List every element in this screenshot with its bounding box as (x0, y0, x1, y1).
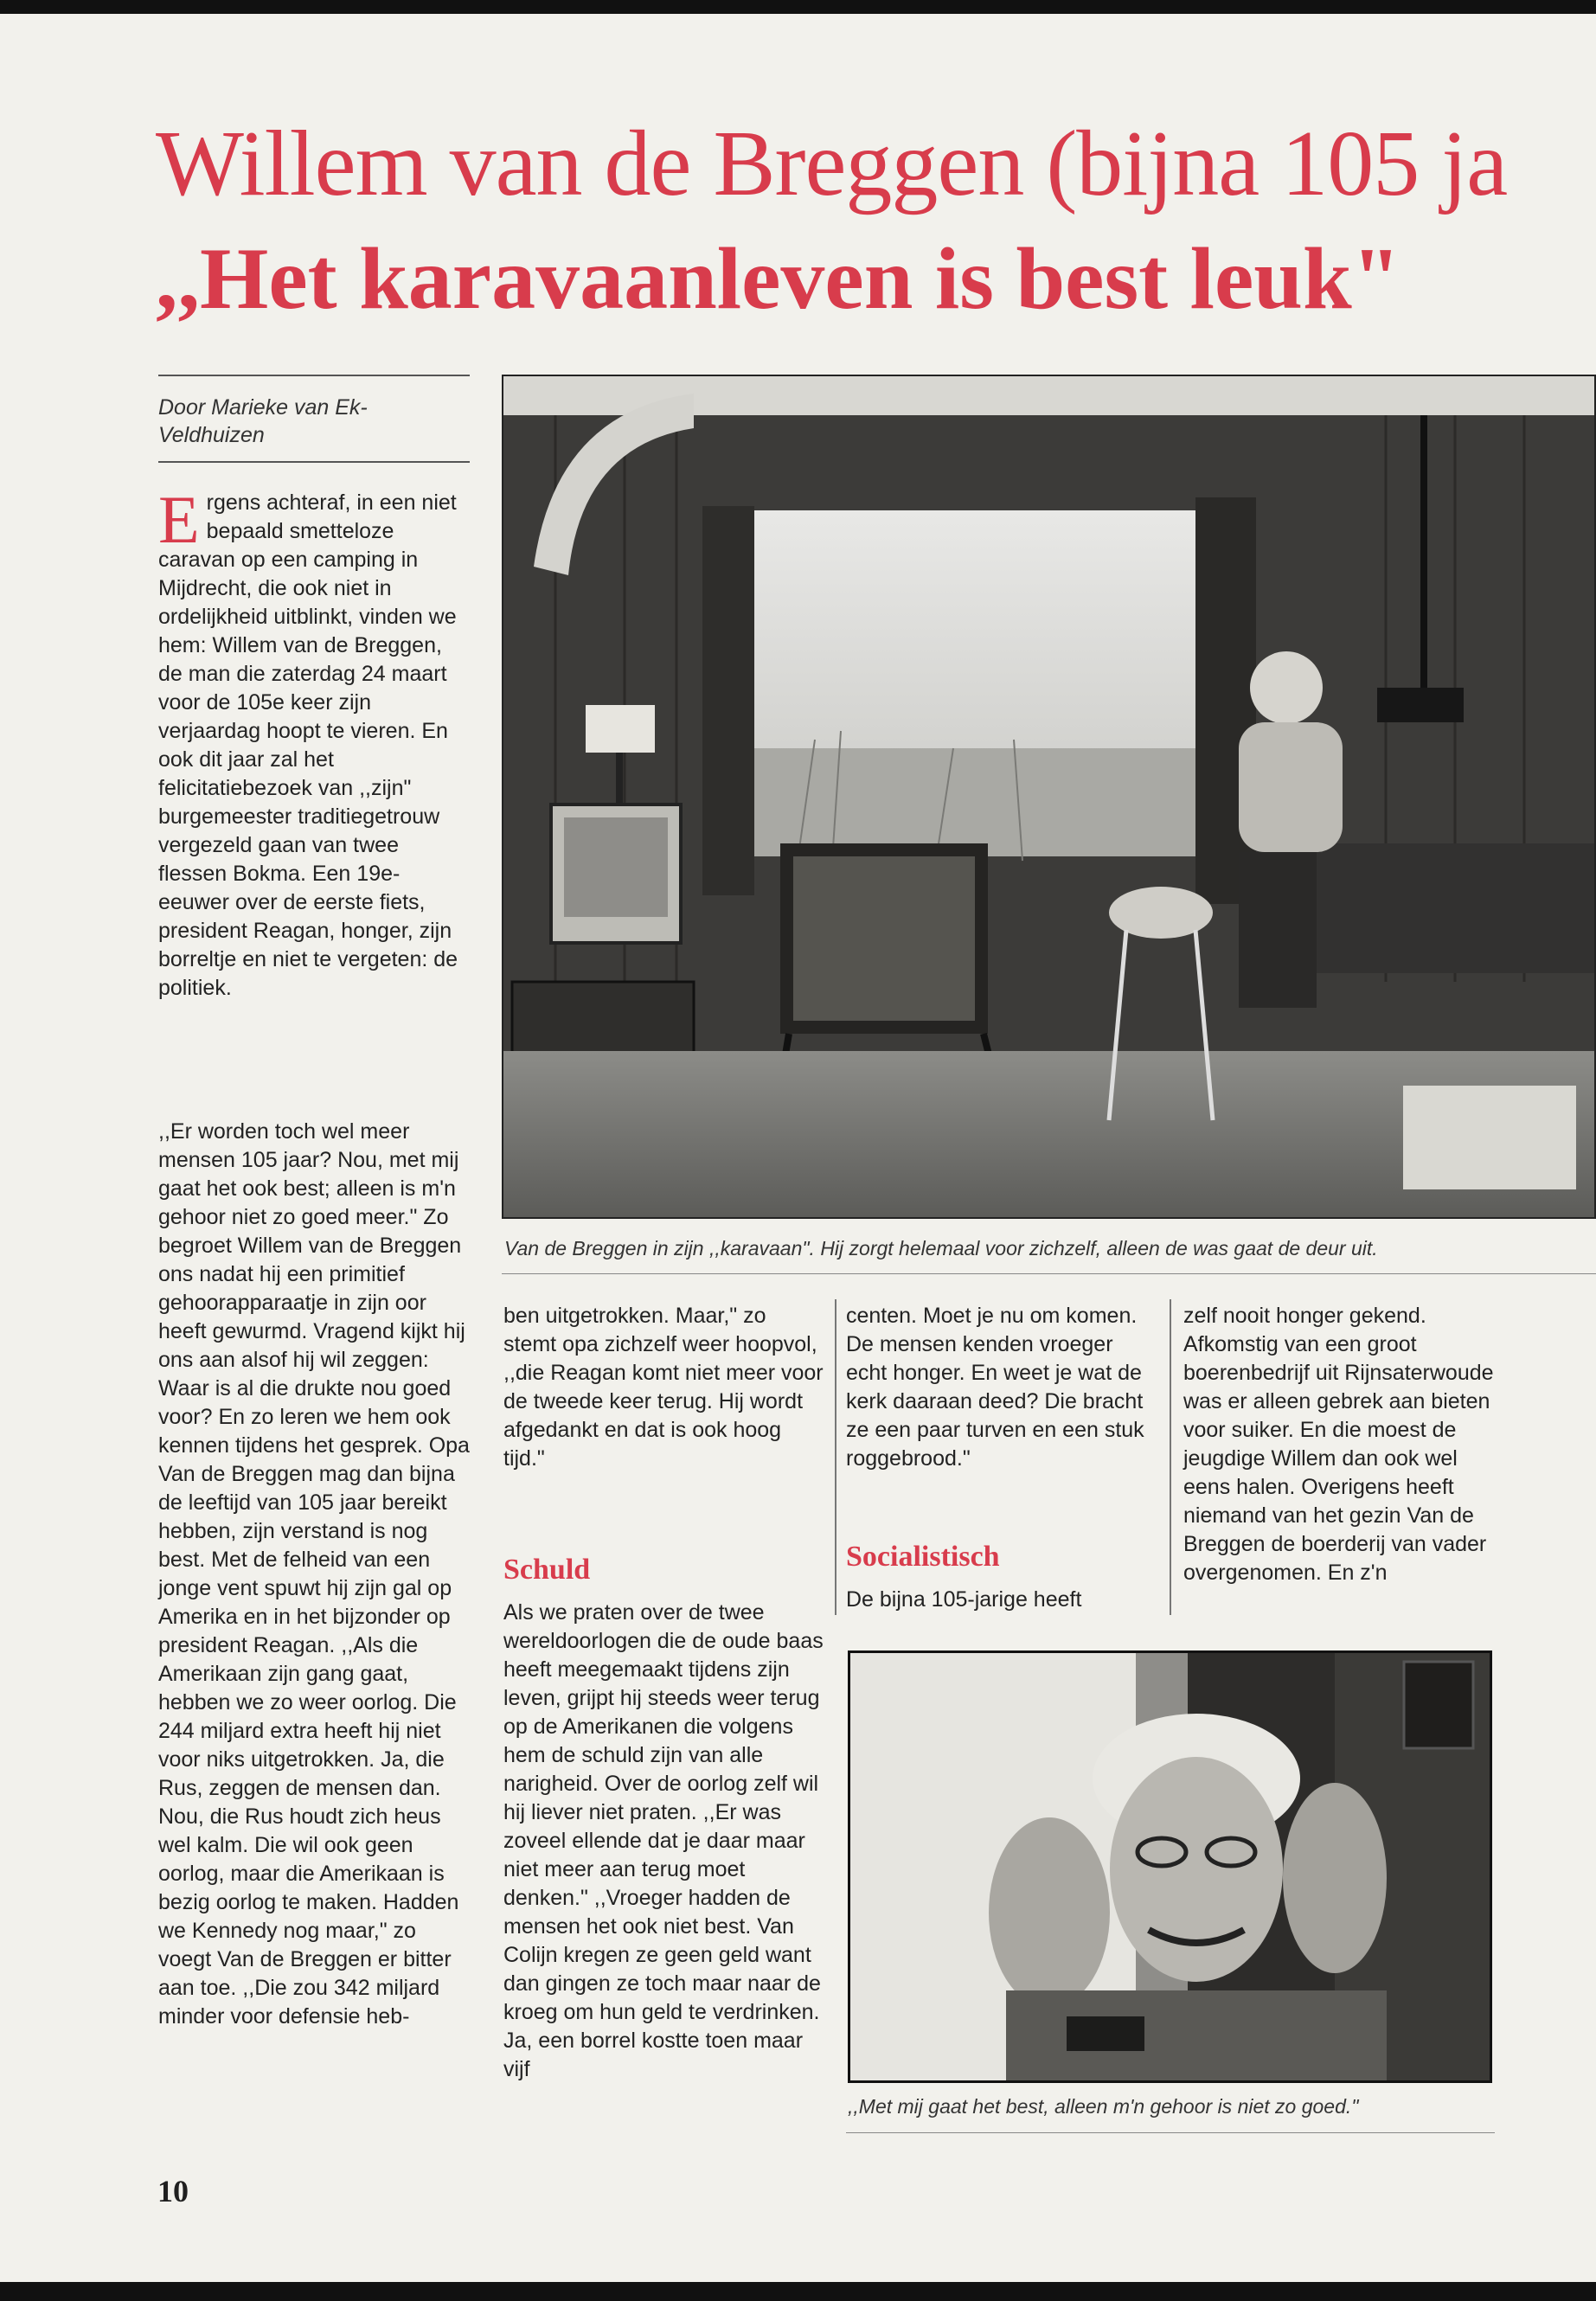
caravan-interior-illustration (503, 376, 1596, 1219)
column-divider-2 (835, 1299, 836, 1615)
caption1-rule (502, 1273, 1596, 1274)
article-column-4: zelf nooit honger gekend. Afkomstig van een groot boerenbedrijf uit Rijnsaterwoude was er alleen gebrek aan bieten voor suiker. En die moest de jeugdige Willem dan ook wel eens halen. Overigens heeft niemand van het gezin Van de Breggen de boerderij van vader overgenomen. En z'n (1183, 1304, 1494, 1585)
intro-text: rgens achteraf, in een niet bepaald smetteloze caravan op een camping in Mijdrecht, die ook niet in ordelijkheid uitblinkt, vinden we hem: Willem van de Breggen, de man die zaterdag 24 maart voor de 105e keer zijn verjaardag hoopt te vieren. En ook dit jaar zal het felicitatiebezoek van ,,zijn" burgemeester traditiegetrouw vergezeld gaan van twee flessen Bokma. Een 19e-eeuwer over de eerste fiets, president Reagan, honger, zijn borreltje en niet te vergeten: de politiek. (158, 490, 458, 1000)
page-bottom-edge (0, 2282, 1596, 2301)
photo1-caption: Van de Breggen in zijn ,,karavaan". Hij zorgt helemaal voor zichzelf, alleen de was gaat de deur uit. (504, 1237, 1378, 1259)
article-column-2-body: Als we praten over de twee wereldoorlogen die de oude baas heeft meegemaakt tijdens zijn leven, grijpt hij steeds weer terug op de Amerikanen die volgens hem de schuld zijn van alle narigheid. Over de oorlog zelf wil hij liever niet praten. ,,Er was zoveel ellende dat je daar maar niet meer aan terug moet denken." ,,Vroeger hadden de mensen het ook niet best. Van Colijn kregen ze geen geld want dan gingen ze toch maar naar de kroeg om hun geld te verdrinken. Ja, een borrel kostte toen maar vijf (503, 1600, 824, 2081)
byline-bottom-rule (158, 461, 470, 463)
byline-top-rule (158, 375, 470, 376)
article-column-1: ,,Er worden toch wel meer mensen 105 jaar? Nou, met mij gaat het ook best; alleen is m'n gehoor niet zo goed meer." Zo begroet Willem van de Breggen ons nadat hij een primitief gehoorapparaatje in zijn oor heeft gewurmd. Vragend kijkt hij ons aan alsof hij wil zeggen: Waar is al die drukte nou goed voor? En zo leren we hem ook kennen tijdens het gesprek. Opa Van de Breggen mag dan bijna de leeftijd van 105 jaar bereikt hebben, zijn verstand is nog best. Met de felheid van een jonge vent spuwt hij zijn gal op Amerika en in het bijzonder op president Reagan. ,,Als die Amerikaan zijn gang gaat, hebben we zo weer oorlog. Die 244 miljard extra heeft hij niet voor niks uitgetrokken. Ja, die Rus, zeggen de mensen dan. Nou, die Rus houdt zich heus wel kalm. Die wil ook geen oorlog, maar die Amerikaan is bezig oorlog te maken. Hadden we Kennedy nog maar," zo voegt Van de Breggen er bitter aan toe. ,,Die zou 342 miljard minder voor defensie heb- (158, 1119, 470, 2029)
headline-name: Willem van de Breggen (bijna 105 ja (156, 112, 1508, 215)
article-column-3-top: centen. Moet je nu om komen. De mensen kenden vroeger echt honger. En weet je wat de kerk daaraan deed? Die bracht ze een paar turven en een stuk roggebrood." (846, 1304, 1144, 1471)
page-top-edge (0, 0, 1596, 14)
article-column-3-body: De bijna 105-jarige heeft (846, 1587, 1082, 1612)
subhead-schuld: Schuld (503, 1554, 591, 1586)
photo2-caption: ,,Met mij gaat het best, alleen m'n gehoor is niet zo goed." (848, 2095, 1359, 2118)
byline: Door Marieke van Ek-Veldhuizen (158, 395, 368, 447)
drop-cap: E (158, 482, 200, 557)
subhead-socialistisch: Socialistisch (846, 1541, 1000, 1573)
portrait-photo (848, 1650, 1492, 2083)
article-column-2-top: ben uitgetrokken. Maar," zo stemt opa zichzelf weer hoopvol, ,,die Reagan komt niet meer voor de tweede keer terug. Hij wordt afgedankt en dat is ook hoog tijd." (503, 1304, 824, 1471)
portrait-illustration (850, 1653, 1490, 2080)
intro-paragraph (158, 482, 465, 1003)
headline-quote: ,,Het karavaanleven is best leuk" (156, 230, 1401, 328)
caption2-rule (846, 2132, 1495, 2133)
page-number: 10 (157, 2174, 189, 2208)
column-divider-3 (1170, 1299, 1171, 1615)
caravan-interior-photo (502, 375, 1596, 1219)
